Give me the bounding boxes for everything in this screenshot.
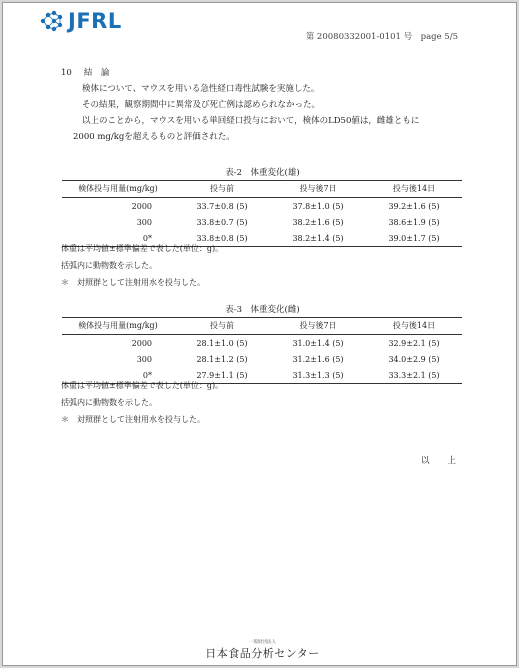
- table-note: 体重は平均値±標準偏差で表した(単位：g)。: [61, 381, 224, 390]
- table-note: ＊ 対照群として注射用水を投与した。: [61, 278, 205, 287]
- table2-notes: [61, 240, 223, 291]
- dose-cell: 300: [136, 355, 152, 364]
- dose-cell: 0*: [62, 230, 174, 247]
- table-cell: 37.8±1.0 (5): [292, 202, 344, 211]
- dose-cell: 2000: [131, 202, 152, 211]
- table-note: 体重は平均値±標準偏差で表した(単位：g)。: [61, 244, 224, 253]
- table-cell: 39.0±1.7 (5): [366, 230, 462, 247]
- table-cell: 33.8±0.7 (5): [196, 218, 248, 227]
- table-cell: 34.0±2.9 (5): [388, 355, 440, 364]
- document-page: [2, 2, 517, 666]
- section-title: 結 論: [83, 68, 110, 78]
- table-row: [62, 335, 462, 352]
- table2-title: 表-2 体重変化(雄): [225, 168, 300, 178]
- logo-text: JFRL: [68, 9, 122, 33]
- table-cell: 31.3±1.3 (5): [270, 367, 366, 384]
- table-header-row: [62, 181, 462, 198]
- table-cell: 38.2±1.6 (5): [292, 218, 344, 227]
- dose-cell: 300: [136, 218, 152, 227]
- column-header: 検体投与用量(mg/kg): [62, 318, 174, 335]
- column-header: 投与後7日: [270, 318, 366, 335]
- table-cell: 31.0±1.4 (5): [292, 339, 344, 348]
- table3: [62, 317, 462, 384]
- column-header: 投与後14日: [366, 318, 462, 335]
- dose-cell: 2000: [131, 339, 152, 348]
- table-row: [62, 198, 462, 215]
- conclusion-line: 以上のことから，マウスを用いる単回経口投与において，検体のLD50値は，雌雄ともに: [82, 116, 420, 126]
- column-header: 投与後7日: [270, 181, 366, 198]
- conclusion-line: その結果，観察期間中に異常及び死亡例は認められなかった。: [82, 100, 321, 110]
- footer: [3, 639, 519, 661]
- closing-char: 以: [421, 456, 430, 466]
- footer-org-name: 日本食品分析センター: [205, 647, 320, 660]
- closing-mark: [421, 454, 474, 466]
- table-row: [62, 351, 462, 367]
- footer-org-type: 一般財団法人: [249, 640, 276, 645]
- table-note: 括弧内に動物数を示した。: [61, 261, 157, 270]
- column-header: 検体投与用量(mg/kg): [62, 181, 174, 198]
- table-note: ＊ 対照群として注射用水を投与した。: [61, 415, 205, 424]
- table-cell: 32.9±2.1 (5): [388, 339, 440, 348]
- section-heading: [61, 65, 471, 81]
- table3-title: 表-3 体重変化(雌): [225, 305, 300, 315]
- table2: [62, 180, 462, 247]
- table-header-row: [62, 318, 462, 335]
- table-cell: 39.2±1.6 (5): [388, 202, 440, 211]
- table-cell: 33.3±2.1 (5): [366, 367, 462, 384]
- table-cell: 33.7±0.8 (5): [196, 202, 248, 211]
- table-note: 括弧内に動物数を示した。: [61, 398, 157, 407]
- column-header: 投与前: [174, 181, 270, 198]
- table3-notes: [61, 377, 223, 428]
- conclusion-section: [61, 65, 471, 145]
- table-cell: 38.2±1.4 (5): [270, 230, 366, 247]
- table-cell: 28.1±1.0 (5): [196, 339, 248, 348]
- closing-char: 上: [447, 456, 457, 466]
- column-header: 投与前: [174, 318, 270, 335]
- dose-cell: 0*: [62, 367, 174, 384]
- conclusion-line: 検体について、マウスを用いる急性経口毒性試験を実施した。: [82, 84, 320, 94]
- column-header: 投与後14日: [366, 181, 462, 198]
- section-number: 10: [61, 68, 72, 78]
- table-cell: 31.2±1.6 (5): [292, 355, 344, 364]
- jfrl-logo: [39, 9, 122, 33]
- document-reference: 第 20080332001-0101 号 page 5/5: [305, 32, 458, 42]
- conclusion-line: 2000 mg/kgを超えるものと評価された。: [73, 132, 235, 142]
- table-row: [62, 214, 462, 230]
- table-cell: 38.6±1.9 (5): [388, 218, 440, 227]
- molecule-logo-icon: [39, 10, 65, 32]
- table-cell: 27.9±1.1 (5): [174, 367, 270, 384]
- table-cell: 33.8±0.8 (5): [174, 230, 270, 247]
- table-cell: 28.1±1.2 (5): [196, 355, 248, 364]
